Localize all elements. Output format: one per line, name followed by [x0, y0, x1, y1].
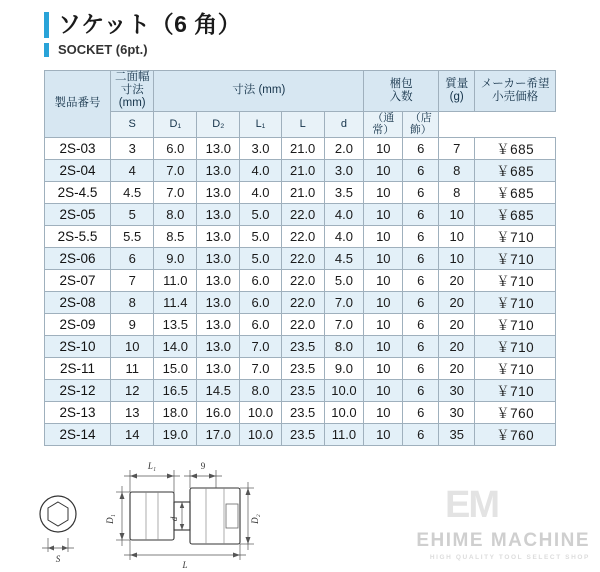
cell-p1: 10: [364, 247, 403, 269]
cell-l1: 4.0: [240, 181, 281, 203]
col-header-pack-shop: （店飾）: [403, 111, 439, 137]
col-header-s: S: [111, 111, 154, 137]
cell-d: 11.0: [324, 423, 364, 445]
cell-w: 10: [439, 225, 475, 247]
pack-line1: 梱包: [389, 77, 413, 90]
cell-d1: 18.0: [154, 401, 197, 423]
cell-d1: 15.0: [154, 357, 197, 379]
end-view: [40, 496, 76, 532]
cell-code: 2S-06: [45, 247, 111, 269]
cell-d: 3.0: [324, 159, 364, 181]
col-header-l1: L₁: [240, 111, 281, 137]
cell-w: 20: [439, 313, 475, 335]
cell-price: ￥685: [475, 159, 556, 181]
col-header-dimensions: 寸法 (mm): [154, 71, 364, 112]
logo-mark: EM: [445, 484, 498, 526]
cell-s: 12: [111, 379, 154, 401]
cell-p1: 10: [364, 159, 403, 181]
cell-d2: 13.0: [197, 269, 240, 291]
table-row: [45, 181, 556, 203]
cell-w: 30: [439, 401, 475, 423]
cell-p1: 10: [364, 379, 403, 401]
cell-l1: 3.0: [240, 137, 281, 159]
across-flats-line3: (mm): [118, 97, 146, 110]
cell-code: 2S-13: [45, 401, 111, 423]
cell-l: 21.0: [281, 137, 324, 159]
cell-l1: 6.0: [240, 313, 281, 335]
table-row: [45, 313, 556, 335]
dim-label-d2: D₂: [250, 514, 260, 524]
cell-d1: 7.0: [154, 159, 197, 181]
cell-d1: 9.0: [154, 247, 197, 269]
cell-l: 22.0: [281, 313, 324, 335]
cell-l: 21.0: [281, 181, 324, 203]
logo-name: EHIME MACHINE: [416, 530, 590, 551]
cell-p2: 6: [403, 159, 439, 181]
cell-price: ￥710: [475, 335, 556, 357]
cell-d2: 14.5: [197, 379, 240, 401]
page-subtitle: SOCKET (6pt.): [58, 42, 148, 57]
cell-l: 22.0: [281, 269, 324, 291]
price-line1: メーカー希望: [480, 77, 550, 90]
cell-d1: 7.0: [154, 181, 197, 203]
cell-l: 22.0: [281, 225, 324, 247]
cell-w: 20: [439, 269, 475, 291]
cell-d1: 13.5: [154, 313, 197, 335]
cell-d1: 16.5: [154, 379, 197, 401]
col-header-across-flats: [111, 71, 154, 112]
cell-code: 2S-04: [45, 159, 111, 181]
dimension-d1: [116, 486, 130, 546]
cell-d2: 13.0: [197, 159, 240, 181]
cell-p2: 6: [403, 313, 439, 335]
dimension-d: [180, 502, 184, 530]
table-row: [45, 379, 556, 401]
cell-p2: 6: [403, 247, 439, 269]
cell-code: 2S-11: [45, 357, 111, 379]
cell-p1: 10: [364, 335, 403, 357]
cell-d2: 13.0: [197, 225, 240, 247]
table-row: [45, 335, 556, 357]
cell-s: 5.5: [111, 225, 154, 247]
cell-w: 20: [439, 291, 475, 313]
cell-price: ￥710: [475, 313, 556, 335]
cell-d1: 6.0: [154, 137, 197, 159]
cell-p2: 6: [403, 225, 439, 247]
cell-p1: 10: [364, 313, 403, 335]
cell-p1: 10: [364, 203, 403, 225]
cell-d: 7.0: [324, 313, 364, 335]
cell-price: ￥710: [475, 357, 556, 379]
cell-p2: 6: [403, 291, 439, 313]
cell-l: 23.5: [281, 379, 324, 401]
dim-label-d: d: [169, 516, 179, 522]
cell-l1: 6.0: [240, 269, 281, 291]
table-row: [45, 423, 556, 445]
cell-d: 10.0: [324, 401, 364, 423]
cell-l1: 6.0: [240, 291, 281, 313]
cell-d2: 16.0: [197, 401, 240, 423]
col-header-d2: D₂: [197, 111, 240, 137]
cell-price: ￥710: [475, 225, 556, 247]
table-row: [45, 159, 556, 181]
cell-s: 7: [111, 269, 154, 291]
price-line2: 小売価格: [492, 90, 539, 103]
cell-code: 2S-12: [45, 379, 111, 401]
cell-s: 11: [111, 357, 154, 379]
table-row: [45, 401, 556, 423]
cell-l: 22.0: [281, 203, 324, 225]
cell-s: 4.5: [111, 181, 154, 203]
dim-label-l: L: [182, 560, 188, 570]
cell-d2: 17.0: [197, 423, 240, 445]
cell-d1: 8.0: [154, 203, 197, 225]
side-view: [130, 488, 240, 544]
cell-l1: 10.0: [240, 423, 281, 445]
cell-price: ￥710: [475, 379, 556, 401]
cell-d: 4.0: [324, 203, 364, 225]
cell-l: 22.0: [281, 247, 324, 269]
cell-p1: 10: [364, 225, 403, 247]
subtitle-accent-bar: [44, 43, 49, 57]
cell-code: 2S-09: [45, 313, 111, 335]
table-row: [45, 269, 556, 291]
col-header-pack-normal: （通常）: [364, 111, 403, 137]
cell-w: 10: [439, 203, 475, 225]
dim-label-9: 9: [200, 461, 206, 471]
cell-code: 2S-14: [45, 423, 111, 445]
dim-label-d1: D₁: [105, 514, 115, 524]
cell-p2: 6: [403, 137, 439, 159]
cell-l: 22.0: [281, 291, 324, 313]
cell-s: 4: [111, 159, 154, 181]
cell-d: 9.0: [324, 357, 364, 379]
cell-d1: 8.5: [154, 225, 197, 247]
cell-l: 21.0: [281, 159, 324, 181]
cell-d: 4.0: [324, 225, 364, 247]
cell-l1: 10.0: [240, 401, 281, 423]
socket-drawing-svg: [20, 452, 320, 570]
col-header-code: 製品番号: [45, 71, 111, 138]
cell-l: 23.5: [281, 423, 324, 445]
cell-d: 7.0: [324, 291, 364, 313]
cell-d2: 13.0: [197, 203, 240, 225]
dimension-s: [42, 538, 74, 552]
page-title: ソケット（6 角）: [58, 11, 242, 37]
cell-d: 4.5: [324, 247, 364, 269]
cell-d1: 14.0: [154, 335, 197, 357]
cell-d: 2.0: [324, 137, 364, 159]
cell-p2: 6: [403, 335, 439, 357]
cell-p1: 10: [364, 357, 403, 379]
cell-w: 8: [439, 159, 475, 181]
cell-s: 13: [111, 401, 154, 423]
pack-line2: 入数: [389, 90, 413, 103]
cell-l: 23.5: [281, 335, 324, 357]
cell-p1: 10: [364, 181, 403, 203]
weight-line2: (g): [449, 90, 464, 103]
weight-line1: 質量: [445, 77, 469, 90]
cell-s: 3: [111, 137, 154, 159]
cell-p1: 10: [364, 423, 403, 445]
cell-w: 35: [439, 423, 475, 445]
table-row: [45, 291, 556, 313]
cell-code: 2S-05: [45, 203, 111, 225]
spec-table-wrapper: [44, 70, 556, 446]
cell-p2: 6: [403, 401, 439, 423]
cell-w: 7: [439, 137, 475, 159]
cell-code: 2S-5.5: [45, 225, 111, 247]
dim-label-l1: L₁: [147, 461, 157, 471]
cell-l: 23.5: [281, 401, 324, 423]
cell-s: 5: [111, 203, 154, 225]
across-flats-line2: 寸法: [120, 84, 144, 97]
cell-p1: 10: [364, 401, 403, 423]
table-row: [45, 357, 556, 379]
cell-w: 20: [439, 335, 475, 357]
cell-p2: 6: [403, 203, 439, 225]
cell-w: 20: [439, 357, 475, 379]
logo-tagline: HIGH QUALITY TOOL SELECT SHOP: [429, 554, 590, 561]
cell-d2: 13.0: [197, 137, 240, 159]
cell-p2: 6: [403, 269, 439, 291]
cell-w: 8: [439, 181, 475, 203]
dim-label-s: S: [55, 554, 61, 564]
cell-price: ￥710: [475, 269, 556, 291]
cell-d2: 13.0: [197, 335, 240, 357]
dimension-l1: [124, 470, 180, 502]
cell-l1: 4.0: [240, 159, 281, 181]
cell-l1: 7.0: [240, 357, 281, 379]
col-header-d1: D₁: [154, 111, 197, 137]
cell-price: ￥710: [475, 291, 556, 313]
cell-d: 5.0: [324, 269, 364, 291]
cell-s: 9: [111, 313, 154, 335]
cell-d: 8.0: [324, 335, 364, 357]
cell-d1: 19.0: [154, 423, 197, 445]
table-body: [45, 137, 556, 445]
table-head: [45, 71, 556, 138]
cell-d2: 13.0: [197, 247, 240, 269]
cell-price: ￥710: [475, 247, 556, 269]
cell-p1: 10: [364, 137, 403, 159]
cell-w: 30: [439, 379, 475, 401]
dimension-l: [124, 540, 246, 560]
col-header-d: d: [324, 111, 364, 137]
brand-logo: [362, 484, 594, 568]
cell-d2: 13.0: [197, 291, 240, 313]
cell-code: 2S-08: [45, 291, 111, 313]
cell-d2: 13.0: [197, 181, 240, 203]
cell-price: ￥760: [475, 401, 556, 423]
table-row: [45, 247, 556, 269]
cell-d: 10.0: [324, 379, 364, 401]
cell-d2: 13.0: [197, 313, 240, 335]
cell-code: 2S-4.5: [45, 181, 111, 203]
cell-p1: 10: [364, 291, 403, 313]
table-row: [45, 203, 556, 225]
cell-l: 23.5: [281, 357, 324, 379]
cell-d: 3.5: [324, 181, 364, 203]
cell-price: ￥685: [475, 203, 556, 225]
cell-code: 2S-03: [45, 137, 111, 159]
cell-d2: 13.0: [197, 357, 240, 379]
cell-l1: 8.0: [240, 379, 281, 401]
cell-p2: 6: [403, 181, 439, 203]
cell-s: 8: [111, 291, 154, 313]
cell-p1: 10: [364, 269, 403, 291]
col-header-l: L: [281, 111, 324, 137]
across-flats-line1: 二面幅: [114, 71, 150, 83]
cell-p2: 6: [403, 379, 439, 401]
cell-p2: 6: [403, 423, 439, 445]
cell-p2: 6: [403, 357, 439, 379]
cell-w: 10: [439, 247, 475, 269]
cell-l1: 7.0: [240, 335, 281, 357]
cell-price: ￥685: [475, 137, 556, 159]
table-row: [45, 225, 556, 247]
cell-code: 2S-07: [45, 269, 111, 291]
col-header-price: [475, 71, 556, 112]
spec-table: [44, 70, 556, 446]
cell-s: 10: [111, 335, 154, 357]
cell-l1: 5.0: [240, 247, 281, 269]
cell-l1: 5.0: [240, 225, 281, 247]
cell-price: ￥760: [475, 423, 556, 445]
table-row: [45, 137, 556, 159]
header-row-3: [45, 111, 556, 137]
title-accent-bar: [44, 12, 49, 38]
col-header-pack: [364, 71, 439, 112]
cell-code: 2S-10: [45, 335, 111, 357]
cell-price: ￥685: [475, 181, 556, 203]
cell-s: 6: [111, 247, 154, 269]
cell-l1: 5.0: [240, 203, 281, 225]
cell-d1: 11.4: [154, 291, 197, 313]
cell-s: 14: [111, 423, 154, 445]
cell-d1: 11.0: [154, 269, 197, 291]
dimension-9: [184, 470, 222, 488]
col-header-weight: [439, 71, 475, 112]
page-header: [0, 0, 600, 62]
